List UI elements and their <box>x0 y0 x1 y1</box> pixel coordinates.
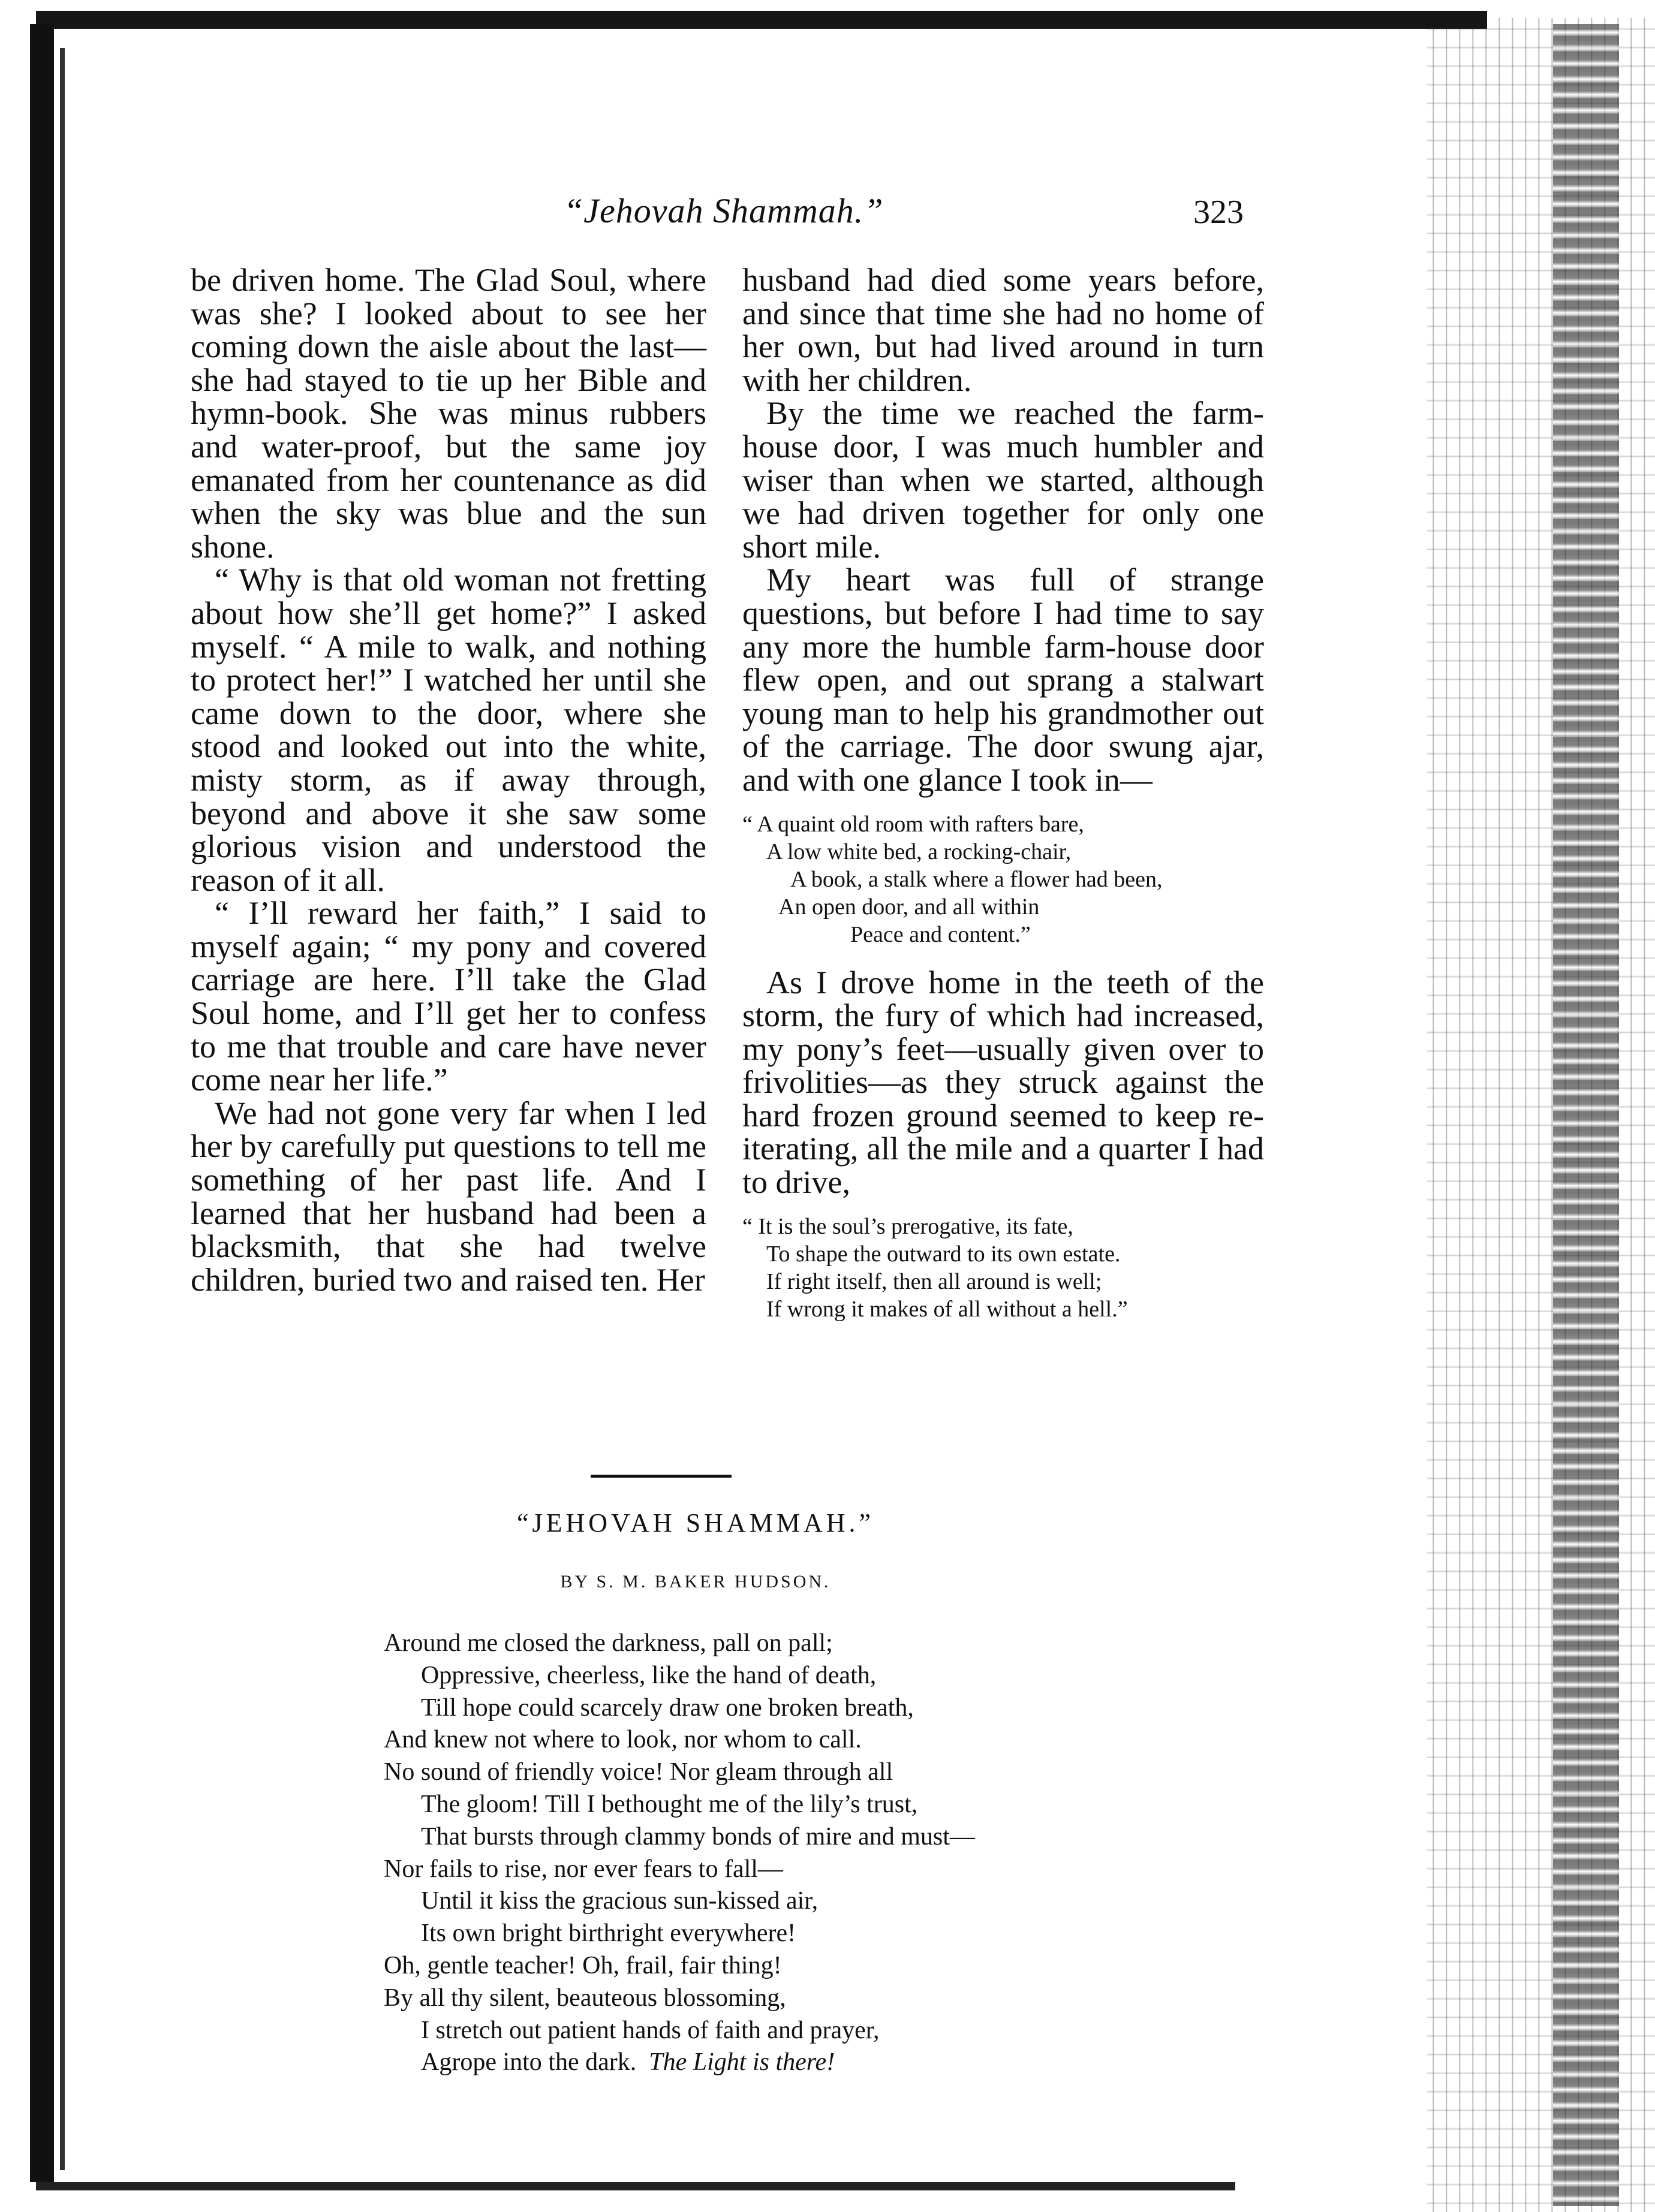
right-column <box>742 264 1264 1341</box>
paragraph: “ Why is that old woman not fretting about how she’ll get home?” I asked myself. “ A mile to walk, and nothing to protect her!” I watched her until she came down to the door, where she stood and looked out into the white, misty storm, as if away through, beyond and above it she saw some glorious vision and understood the reason of it all. <box>191 562 706 898</box>
poem-line: I stretch out patient hands of faith and prayer, <box>421 2016 880 2044</box>
verse-line: An open door, and all within <box>778 894 1040 920</box>
quoted-verse <box>742 810 1264 948</box>
poem-line: That bursts through clammy bonds of mire and must— <box>421 1822 975 1851</box>
page-number: 323 <box>1193 194 1244 231</box>
verse-line: “ A quaint old room with rafters bare, <box>742 811 1084 837</box>
paragraph: As I drove home in the teeth of the storm, the fury of which had increased, my pony’s feet—usually given over to frivolities—as they struck against the hard frozen ground seemed to keep re-iterating, all the mile and a quarter I had to drive, <box>742 964 1264 1201</box>
left-column <box>191 264 706 1297</box>
paragraph: husband had died some years before, and since that time she had no home of her own, but had lived around in turn with her children. <box>742 262 1264 398</box>
verse-line: A book, a stalk where a flower had been, <box>790 866 1163 892</box>
scan-binding-shadow <box>1553 24 1619 2206</box>
poem-line: The gloom! Till I bethought me of the lily’s trust, <box>421 1790 918 1818</box>
poem-line: Oh, gentle teacher! Oh, frail, fair thing! <box>384 1951 782 1979</box>
scan-border-top <box>36 11 1487 29</box>
verse-line: A low white bed, a rocking-chair, <box>766 839 1072 864</box>
poem-line: Its own bright birthright everywhere! <box>421 1919 796 1948</box>
poem-line: And knew not where to look, nor whom to call. <box>384 1726 862 1754</box>
verse-line: If wrong it makes of all without a hell.” <box>766 1296 1128 1322</box>
quoted-verse <box>742 1213 1264 1323</box>
poem-line: Oppressive, cheerless, like the hand of death, <box>421 1661 877 1689</box>
poem-line: Nor fails to rise, nor ever fears to fall— <box>384 1855 783 1883</box>
verse-line: If right itself, then all around is well; <box>766 1268 1102 1294</box>
paragraph: “ I’ll reward her faith,” I said to myself again; “ my pony and covered carriage are here. I’ll take the Glad Soul home, and I’ll get her to confess to me that trouble and care have never come near her life.” <box>191 895 706 1098</box>
scan-edge-noise <box>1427 18 1655 2212</box>
running-head: “Jehovah Shammah.” <box>564 191 884 230</box>
scan-border-bottom <box>36 2182 1235 2190</box>
poem-last-line-italic: The Light is there! <box>649 2048 835 2077</box>
poem-line: By all thy silent, beauteous blossoming, <box>384 1984 786 2012</box>
scan-border-left <box>30 24 54 2182</box>
paragraph: By the time we reached the farm-house door, I was much humbler and wiser than when we started, although we had driven together for only one short mile. <box>742 395 1264 565</box>
poem-last-line <box>384 2047 975 2079</box>
poem-line: No sound of friendly voice! Nor gleam through all <box>384 1758 893 1786</box>
paragraph: My heart was full of strange questions, but before I had time to say any more the humble farm-house door flew open, and out sprang a stalwart young man to help his grandmother out of the carriage. The door swung ajar, and with one glance I took in— <box>742 562 1264 798</box>
poem-last-line-text: Agrope into the dark. <box>421 2048 637 2077</box>
scan-border-left-inner <box>60 48 65 2170</box>
poem-title: “JEHOVAH SHAMMAH.” <box>516 1508 875 1538</box>
verse-line: Peace and content.” <box>850 921 1031 947</box>
verse-line: “ It is the soul’s prerogative, its fate, <box>742 1213 1073 1239</box>
poem-line: Till hope could scarcely draw one broken breath, <box>421 1693 914 1722</box>
section-divider <box>591 1475 732 1478</box>
poem-byline: BY S. M. BAKER HUDSON. <box>560 1572 831 1592</box>
poem-line: Until it kiss the gracious sun-kissed air, <box>421 1887 819 1915</box>
verse-line: To shape the outward to its own estate. <box>766 1241 1121 1267</box>
poem-line: Around me closed the darkness, pall on pall; <box>384 1629 833 1657</box>
paragraph: We had not gone very far when I led her by carefully put questions to tell me something of her past life. And I learned that her husband had been a blacksmith, that she had twelve children, buried two and raised ten. Her <box>191 1095 706 1298</box>
paragraph: be driven home. The Glad Soul, where was she? I looked about to see her coming down the aisle about the last—she had stayed to tie up her Bible and hymn-book. She was minus rubbers and water-proof, but the same joy emanated from her countenance as did when the sky was blue and the sun shone. <box>191 262 706 565</box>
poem-body <box>384 1628 975 2079</box>
